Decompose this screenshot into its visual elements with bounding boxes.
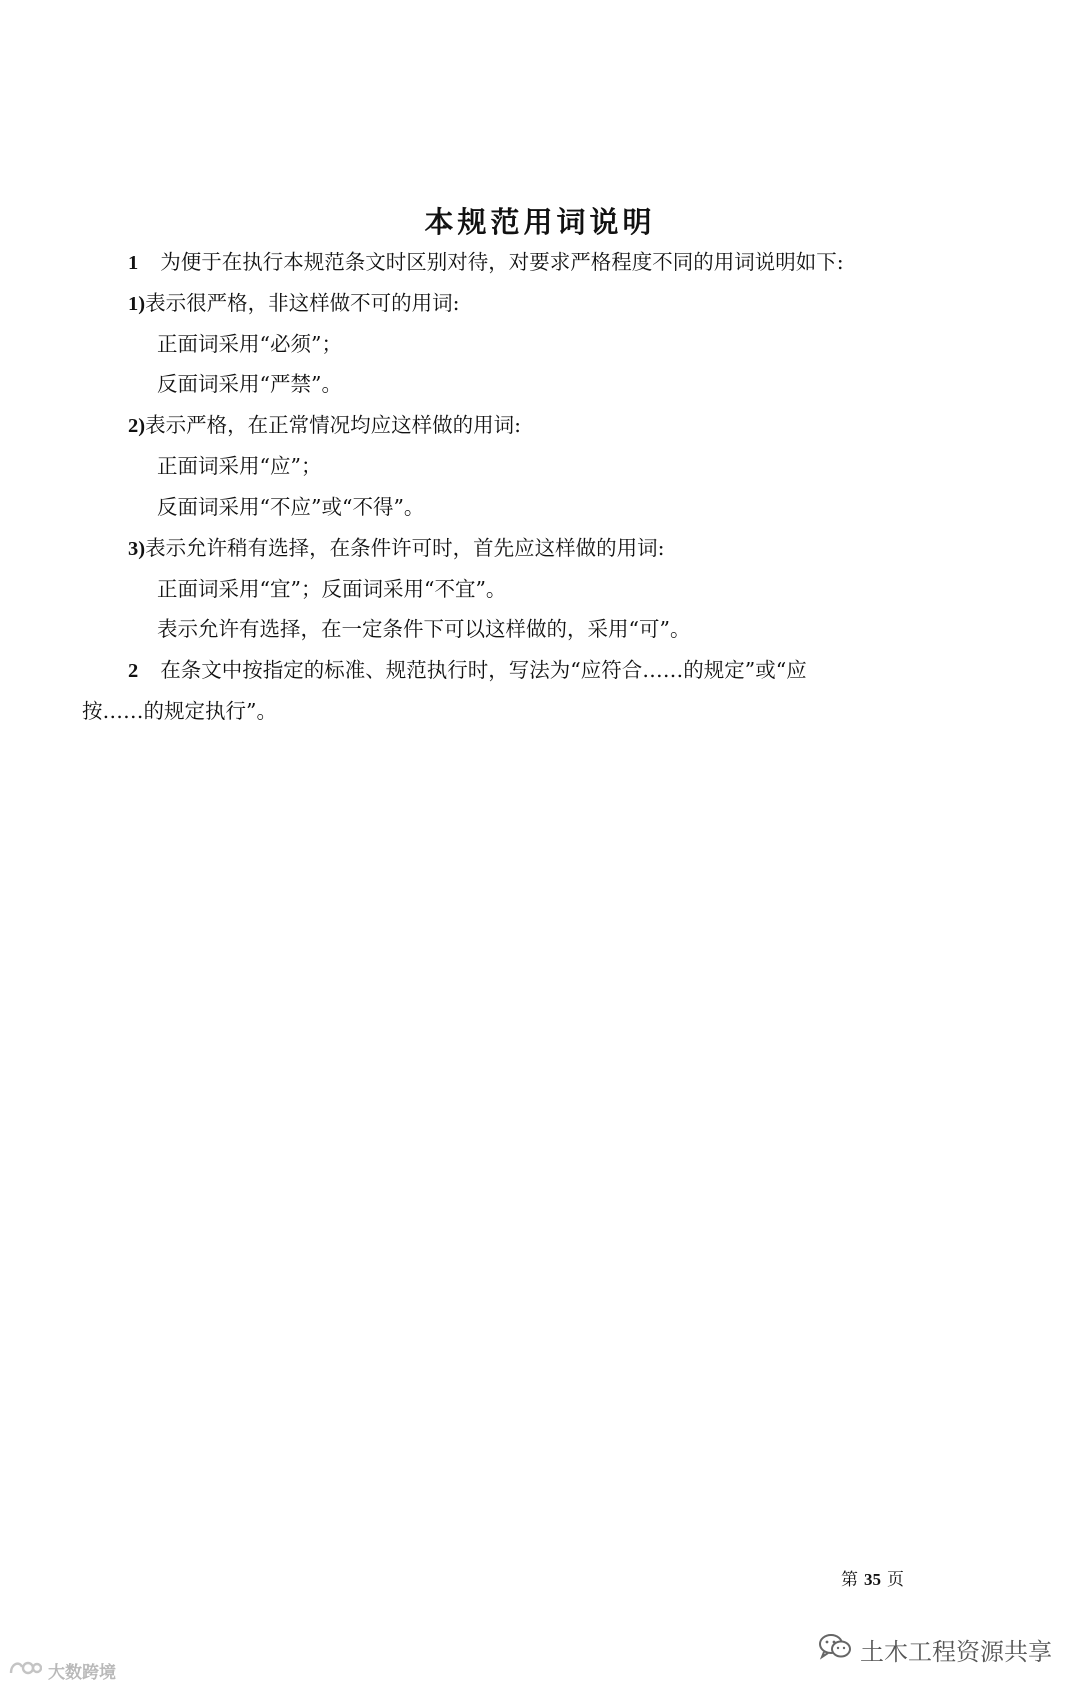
item-text: 表示很严格，非这样做不可的用词:	[145, 291, 460, 315]
item-3-words: 正面词采用“宜”；反面词采用“不宜”。	[157, 577, 507, 601]
item-number: 1)	[128, 293, 146, 315]
item-1	[128, 289, 459, 318]
item-text: 表示严格，在正常情况均应这样做的用词:	[145, 413, 521, 437]
item-2	[128, 411, 521, 440]
clause-number: 2	[128, 660, 139, 682]
clause-text: 在条文中按指定的标准、规范执行时，写法为“应符合……的规定”或“应	[160, 658, 807, 682]
watermark-right-text: 土木工程资源共享	[860, 1638, 1052, 1666]
item-3	[128, 534, 664, 563]
watermark-left-text: 大数跨境	[48, 1663, 116, 1683]
item-1-positive: 正面词采用“必须”；	[157, 332, 342, 356]
clause-2	[128, 656, 807, 685]
watermark-left	[8, 1658, 116, 1683]
item-number: 2)	[128, 415, 146, 437]
kuajing-logo-icon	[8, 1659, 42, 1682]
clause-number: 1	[128, 252, 139, 274]
clause-text: 为便于在执行本规范条文时区别对待，对要求严格程度不同的用词说明如下:	[160, 250, 844, 274]
page-number	[841, 1565, 904, 1590]
item-number: 3)	[128, 538, 146, 560]
item-2-negative: 反面词采用“不应”或“不得”。	[157, 495, 425, 519]
item-3-optional: 表示允许有选择，在一定条件下可以这样做的，采用“可”。	[157, 617, 691, 641]
page-number-value: 35	[864, 1570, 881, 1589]
page-number-suffix: 页	[887, 1570, 904, 1590]
page-title: 本规范用词说明	[424, 205, 656, 239]
clause-1	[128, 248, 844, 277]
item-2-positive: 正面词采用“应”；	[157, 454, 322, 478]
clause-2-continued: 按……的规定执行”。	[82, 699, 277, 723]
item-text: 表示允许稍有选择，在条件许可时，首先应这样做的用词:	[145, 536, 665, 560]
page-number-prefix: 第	[841, 1570, 858, 1590]
watermark-right	[818, 1632, 1052, 1667]
wechat-icon	[818, 1633, 852, 1667]
item-1-negative: 反面词采用“严禁”。	[157, 372, 342, 396]
